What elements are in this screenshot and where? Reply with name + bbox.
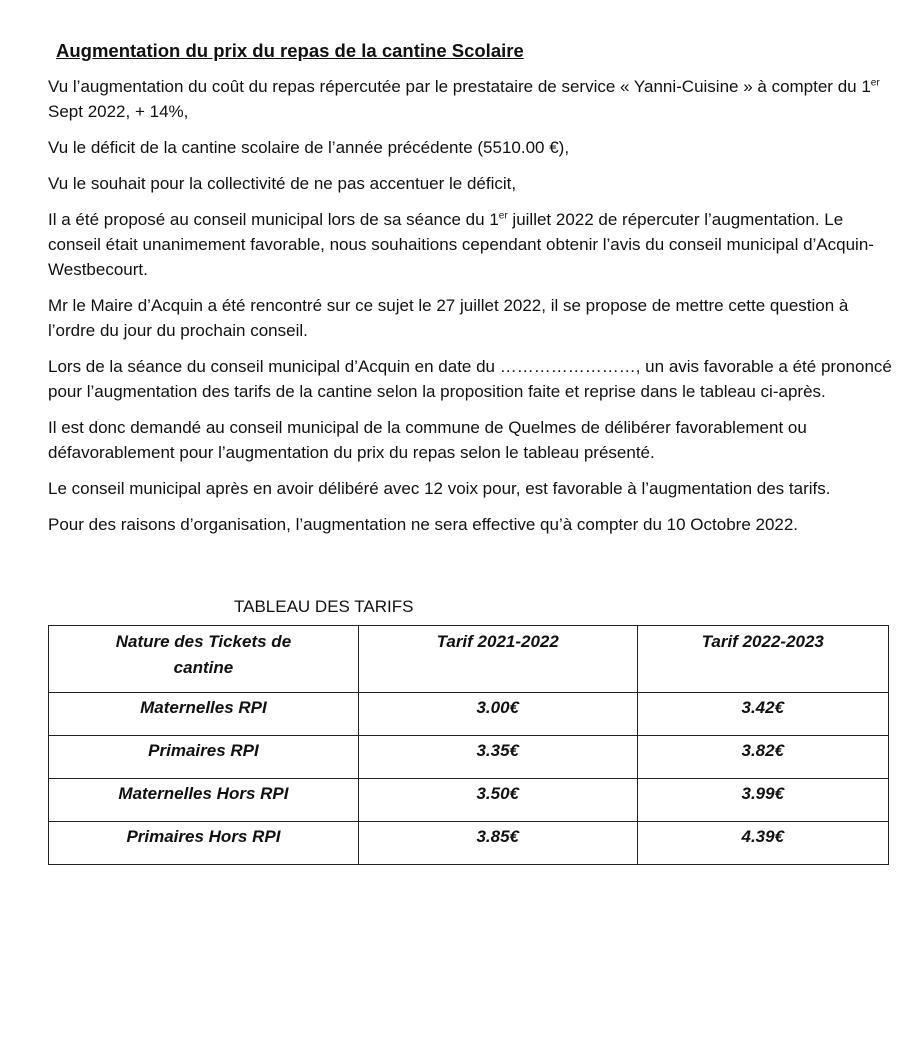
cell-ticket-type: Maternelles Hors RPI <box>49 779 359 822</box>
cell-tariff-2022: 3.42€ <box>637 693 888 736</box>
paragraph-wish: Vu le souhait pour la collectivité de ne pas accentuer le déficit, <box>48 174 517 193</box>
paragraph-deficit: Vu le déficit de la cantine scolaire de l’année précédente (5510.00 €), <box>48 138 570 157</box>
superscript-er: er <box>870 77 880 89</box>
cell-tariff-2022: 4.39€ <box>637 822 888 865</box>
cell-ticket-type: Primaires Hors RPI <box>49 822 359 865</box>
header-tariff-2022: Tarif 2022-2023 <box>637 626 888 693</box>
header-ticket-type: Nature des Tickets de cantine <box>49 626 359 693</box>
cell-tariff-2022: 3.82€ <box>637 736 888 779</box>
paragraph-effective-date: Pour des raisons d’organisation, l’augmentation ne sera effective qu’à compter du 10 Octobre 2022. <box>48 515 799 534</box>
cell-tariff-2022: 3.99€ <box>637 779 888 822</box>
table-row <box>49 822 889 865</box>
paragraph-request: Il est donc demandé au conseil municipal de la commune de Quelmes de délibérer favorablement ou défavorablement pour l’augmentation du prix du repas selon le tableau présenté. <box>48 418 807 462</box>
cell-ticket-type: Primaires RPI <box>49 736 359 779</box>
paragraph-proposal: Il a été proposé au conseil municipal lors de sa séance du 1er juillet 2022 de répercuter l’augmentation. Le conseil était unanimement favorable, nous souhaitions cependant obtenir l’avis du conseil municipal d’Acquin-Westbecourt. <box>48 210 874 279</box>
superscript-er: er <box>498 210 508 222</box>
cell-tariff-2021: 3.50€ <box>358 779 637 822</box>
paragraph-acquin-session: Lors de la séance du conseil municipal d’Acquin en date du ……………………, un avis favorable a été prononcé pour l’augmentation des tarifs de la cantine selon la proposition faite et reprise dans le tableau ci-après. <box>48 357 892 401</box>
document-page <box>48 38 896 865</box>
table-row <box>49 693 889 736</box>
cell-ticket-type: Maternelles RPI <box>49 693 359 736</box>
cell-tariff-2021: 3.35€ <box>358 736 637 779</box>
header-tariff-2021: Tarif 2021-2022 <box>358 626 637 693</box>
table-row <box>49 736 889 779</box>
cell-tariff-2021: 3.85€ <box>358 822 637 865</box>
tariff-table <box>48 625 889 865</box>
document-title: Augmentation du prix du repas de la cantine Scolaire <box>56 40 524 61</box>
table-title: TABLEAU DES TARIFS <box>234 597 414 616</box>
paragraph-mayor-meeting: Mr le Maire d’Acquin a été rencontré sur ce sujet le 27 juillet 2022, il se propose de mettre cette question à l’ordre du jour du prochain conseil. <box>48 296 849 340</box>
table-header-row <box>49 626 889 693</box>
table-row <box>49 779 889 822</box>
paragraph-cost-increase: Vu l’augmentation du coût du repas répercutée par le prestataire de service « Yanni-Cuisine » à compter du 1er Sept 2022, + 14%, <box>48 77 880 121</box>
paragraph-vote: Le conseil municipal après en avoir délibéré avec 12 voix pour, est favorable à l’augmentation des tarifs. <box>48 479 831 498</box>
cell-tariff-2021: 3.00€ <box>358 693 637 736</box>
